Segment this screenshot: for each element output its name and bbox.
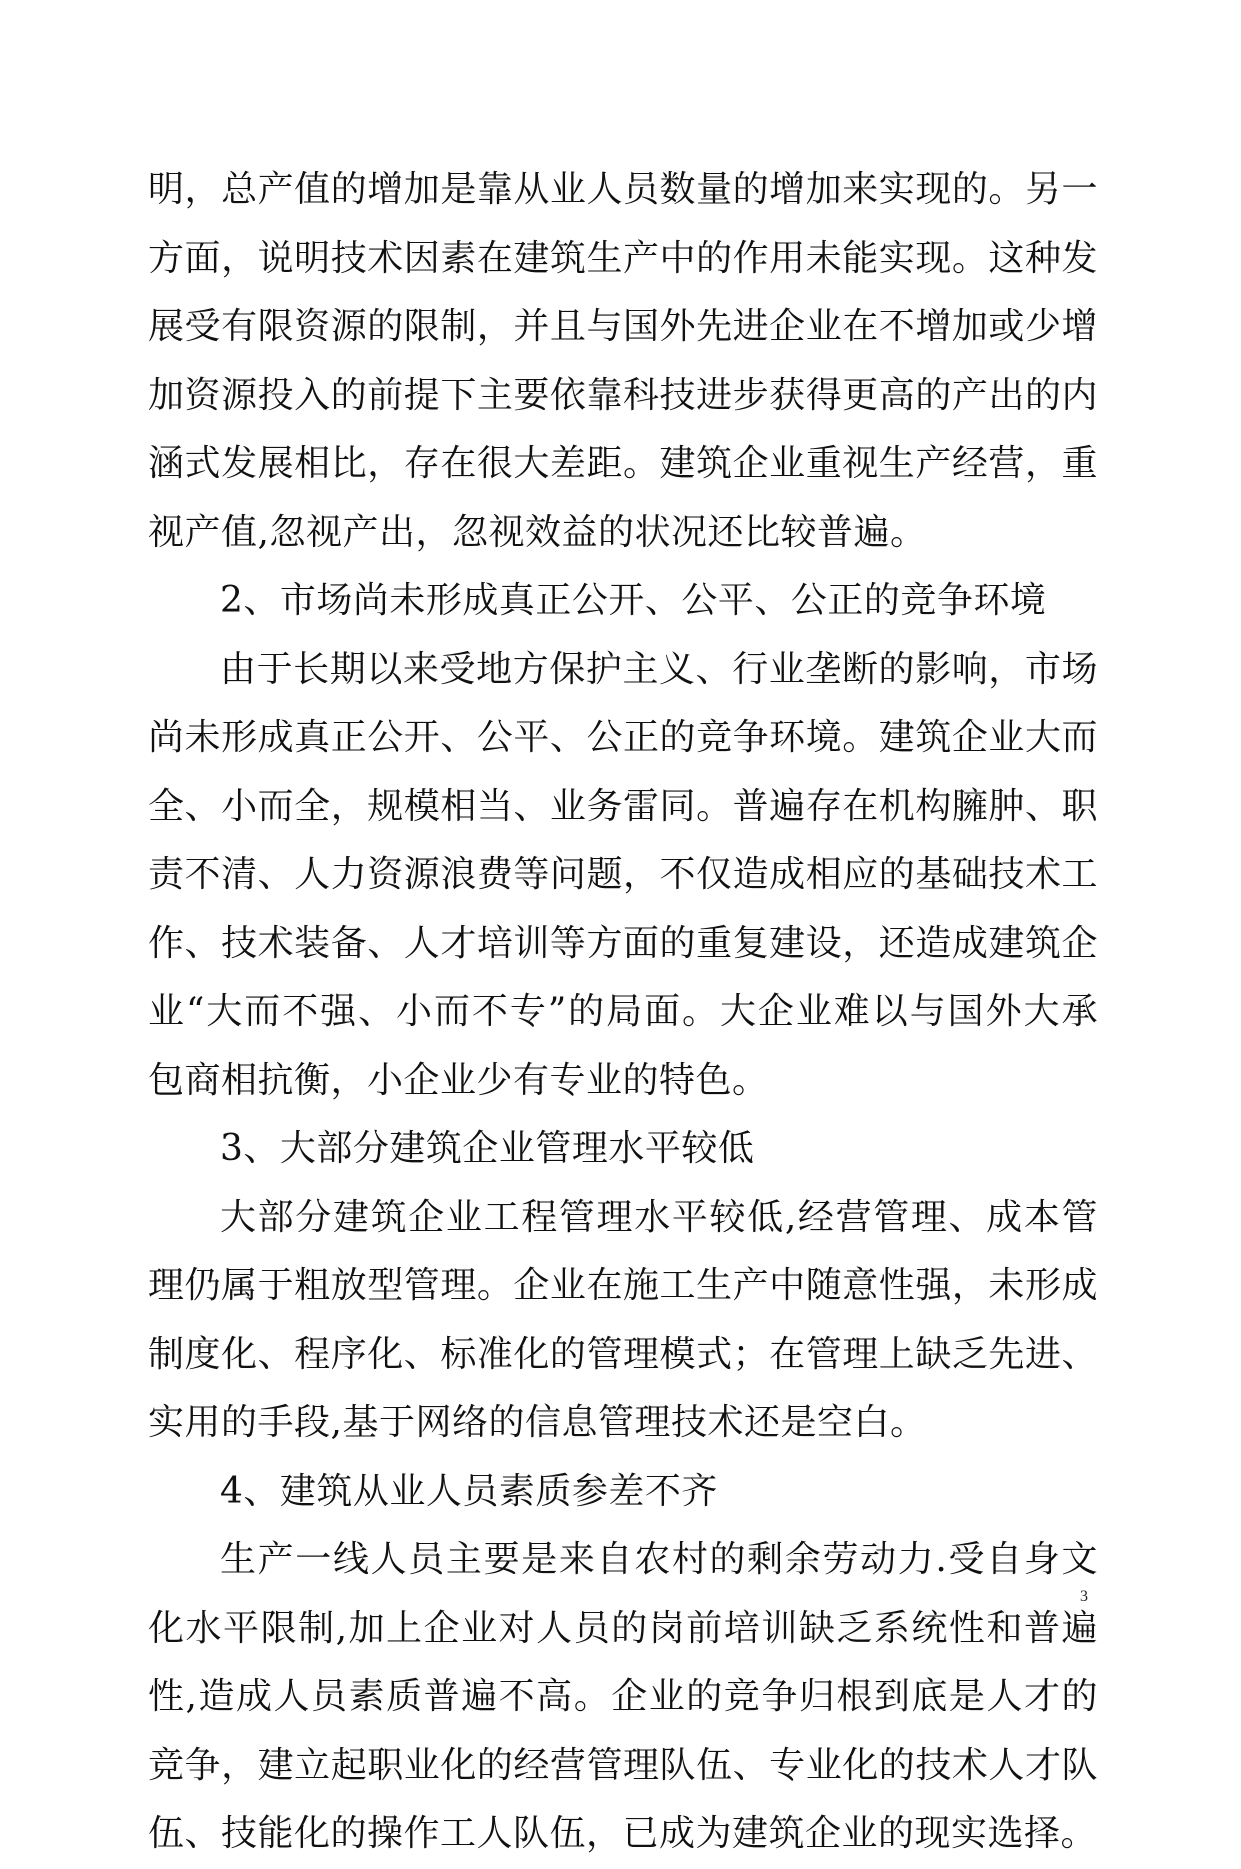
page-number: 3 [1080,1588,1088,1605]
paragraph-2: 由于长期以来受地方保护主义、行业垄断的影响，市场尚未形成真正公开、公平、公正的竞争环境。建筑企业大而全、小而全，规模相当、业务雷同。普遍存在机构臃肿、职责不清、人力资源浪费等问题，不仅造成相应的基础技术工作、技术装备、人才培训等方面的重复建设，还造成建筑企业“大而不强、小而不专”的局面。大企业难以与国外大承包商相抗衡，小企业少有专业的特色。 [148,648,1098,1101]
paragraph-1: 明，总产值的增加是靠从业人员数量的增加来实现的。另一方面，说明技术因素在建筑生产中的作用未能实现。这种发展受有限资源的限制，并且与国外先进企业在不增加或少增加资源投入的前提下主要依靠科技进步获得更高的产出的内涵式发展相比，存在很大差距。建筑企业重视生产经营，重视产值,忽视产出，忽视效益的状况还比较普遍。 [148,169,1098,553]
section-heading-3: 3、大部分建筑企业管理水平较低 [220,1128,755,1169]
section-heading-2: 2、市场尚未形成真正公开、公平、公正的竞争环境 [220,580,1047,621]
paragraph-4: 生产一线人员主要是来自农村的剩余劳动力.受自身文化水平限制,加上企业对人员的岗前培训缺乏系统性和普遍性,造成人员素质普遍不高。企业的竞争归根到底是人才的竞争，建立起职业化的经营管理队伍、专业化的技术人才队伍、技能化的操作工人队伍，已成为建筑企业的现实选择。 [148,1539,1098,1854]
body-text [148,156,1098,1869]
section-heading-4: 4、建筑从业人员素质参差不齐 [220,1470,718,1512]
paragraph-3: 大部分建筑企业工程管理水平较低,经营管理、成本管理仍属于粗放型管理。企业在施工生产中随意性强，未形成制度化、程序化、标准化的管理模式；在管理上缺乏先进、实用的手段,基于网络的信息管理技术还是空白。 [148,1196,1098,1443]
